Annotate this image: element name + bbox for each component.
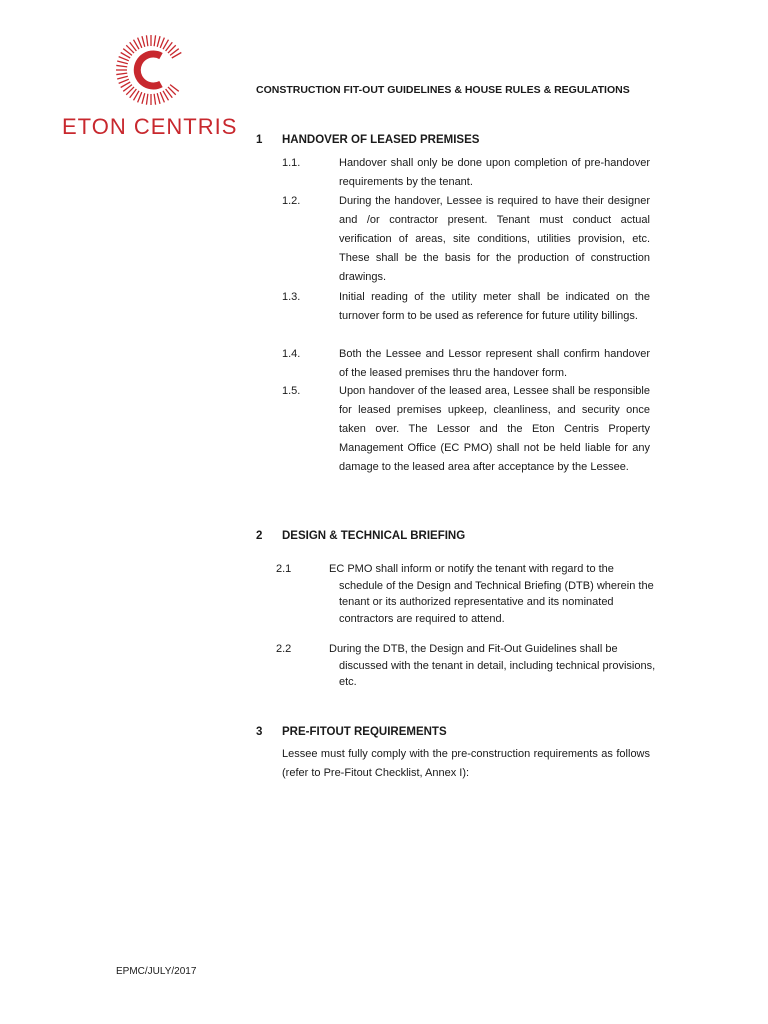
section-number: 3	[256, 726, 263, 738]
item-number: 1.2.	[282, 195, 301, 207]
logo-ray	[154, 35, 155, 46]
section-number: 1	[256, 134, 263, 146]
section-number: 2	[256, 530, 263, 542]
document-title: CONSTRUCTION FIT-OUT GUIDELINES & HOUSE RULES & REGULATIONS	[256, 84, 630, 96]
logo-ray	[117, 76, 128, 79]
logo-ray	[154, 94, 155, 105]
logo-ray	[138, 38, 142, 48]
logo-ray	[160, 92, 164, 102]
section-1-heading	[256, 134, 479, 146]
section-title: DESIGN & TECHNICAL BRIEFING	[282, 530, 466, 542]
logo-ray	[146, 94, 147, 105]
item-number: 1.1.	[282, 157, 301, 169]
item-text: Initial reading of the utility meter shall be indicated on the turnover form to be used as reference for future utility billings.	[339, 291, 650, 322]
list-item	[282, 288, 650, 326]
section-paragraph: Lessee must fully comply with the pre-construction requirements as follows (refer to Pre-Fitout Checklist, Annex I):	[282, 748, 650, 779]
list-item	[282, 154, 650, 192]
item-number: 1.5.	[282, 385, 301, 397]
logo-ray	[119, 79, 129, 83]
section-2-heading	[256, 530, 465, 542]
item-number: 1.4.	[282, 348, 301, 360]
logo-ray	[138, 92, 142, 102]
logo-ray	[116, 65, 127, 66]
item-number: 2.2	[276, 643, 292, 655]
list-item	[282, 382, 650, 477]
section-title: PRE-FITOUT REQUIREMENTS	[282, 726, 447, 738]
section-title: HANDOVER OF LEASED PREMISES	[282, 134, 480, 146]
logo-ray	[157, 93, 160, 104]
list-item	[276, 641, 656, 691]
item-text: During the handover, Lessee is required to have their designer and /or contractor present. Tenant must conduct actual verification of areas, site conditions, utilities provision, etc. These shall be the basis for the production of construction drawings.	[339, 195, 650, 283]
logo-ray	[160, 38, 164, 48]
company-logo	[62, 34, 240, 144]
logo-ray	[116, 73, 127, 74]
eton-centris-logo-icon	[115, 34, 187, 106]
footer-text: EPMC/JULY/2017	[116, 966, 197, 977]
item-text: Upon handover of the leased area, Lessee shall be responsible for leased premises upkeep, cleanliness, and security once taken over. The Lessor and the Eton Centris Property Management Office (EC PMO) shall not be held liable for any damage to the leased area after acceptance by the Lessee.	[339, 385, 650, 473]
list-item	[282, 192, 650, 287]
list-item	[276, 561, 656, 627]
logo-ray	[119, 57, 129, 61]
item-text: During the DTB, the Design and Fit-Out Guidelines shall be discussed with the tenant in detail, including technical provisions, etc.	[329, 643, 656, 688]
logo-ray	[142, 93, 145, 104]
logo-ray	[117, 61, 128, 64]
item-number: 2.1	[276, 563, 292, 575]
item-text: EC PMO shall inform or notify the tenant with regard to the schedule of the Design and Technical Briefing (DTB) wherein the tenant or its authorized representative and its nominated contractors are required to attend.	[329, 563, 654, 625]
logo-ray	[146, 35, 147, 46]
item-text: Both the Lessee and Lessor represent shall confirm handover of the leased premises thru the handover form.	[339, 348, 650, 379]
logo-ray	[142, 36, 145, 47]
list-item	[282, 345, 650, 383]
item-text: Handover shall only be done upon completion of pre-handover requirements by the tenant.	[339, 157, 650, 188]
section-3-heading	[256, 726, 447, 738]
item-number: 1.3.	[282, 291, 301, 303]
logo-ray	[157, 36, 160, 47]
logo-text: ETON CENTRIS	[62, 114, 238, 139]
